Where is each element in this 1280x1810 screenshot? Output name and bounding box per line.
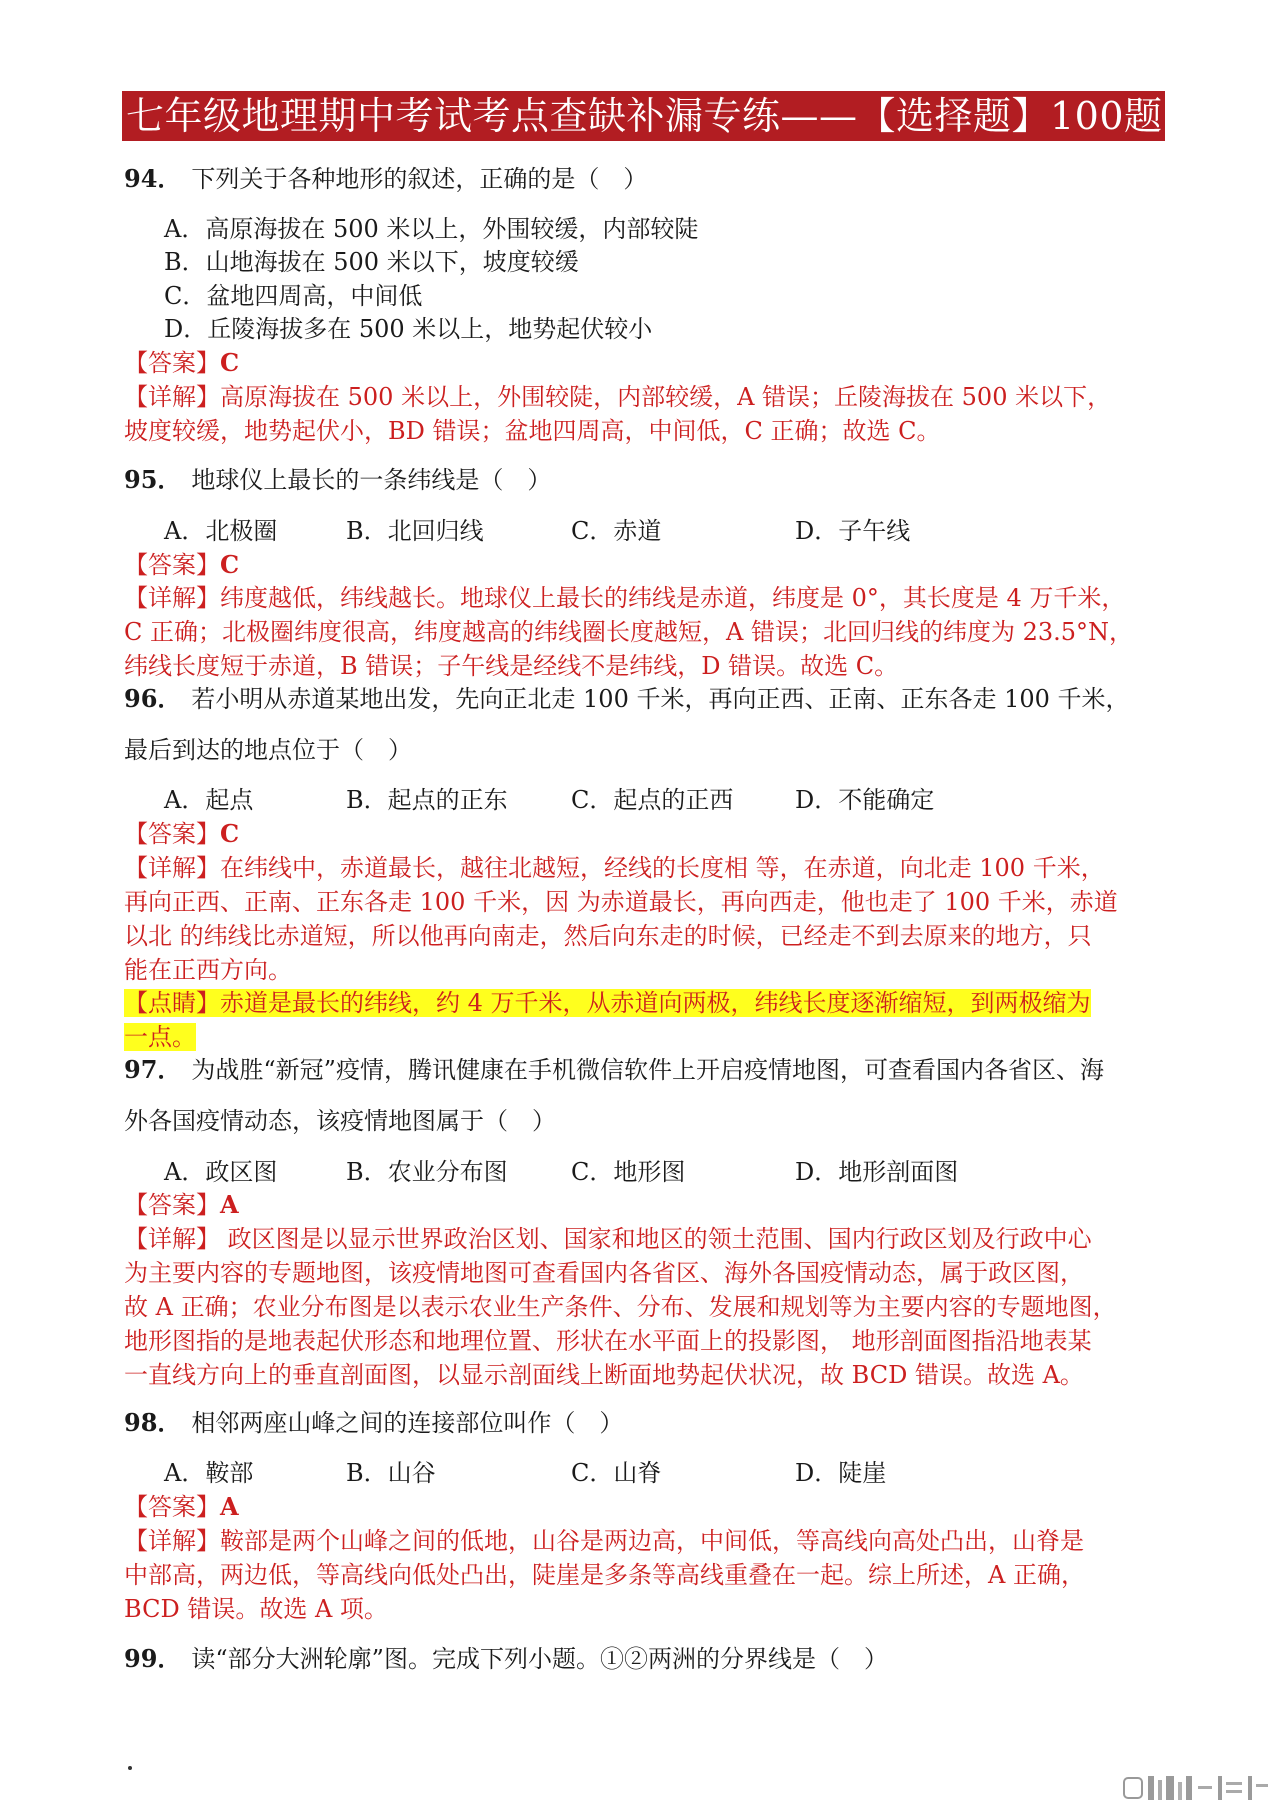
question-94 <box>124 162 1169 196</box>
detail-tag: 【详解】 <box>124 383 220 411</box>
detail-line <box>124 1222 1169 1256</box>
detail-line <box>124 851 1169 885</box>
detail-line: 以北 的纬线比赤道短，所以他再向南走，然后向东走的时候，已经走不到去原来的地方，只 <box>124 922 1092 950</box>
detail-96 <box>124 851 1169 987</box>
detail-94 <box>124 380 1169 448</box>
question-98 <box>124 1406 1169 1440</box>
option-c: C．地形图 <box>571 1158 686 1186</box>
option-d: D．丘陵海拔多在 500 米以上，地势起伏较小 <box>164 315 653 343</box>
option-c: C．起点的正西 <box>571 786 734 814</box>
option-d: D．不能确定 <box>795 786 935 814</box>
option-b: B．农业分布图 <box>346 1158 508 1186</box>
question-stem: 地球仪上最长的一条纬线是（ ） <box>191 466 552 494</box>
detail-tag: 【详解】 <box>124 584 220 612</box>
question-96 <box>124 682 1169 716</box>
detail-tag: 【详解】 <box>124 1527 220 1555</box>
tip-line <box>124 1020 1169 1054</box>
detail-line: 中部高，两边低，等高线向低处凸出，陡崖是多条等高线重叠在一起。综上所述，A 正确， <box>124 1561 1085 1589</box>
answer-94 <box>124 346 1169 380</box>
question-stem-line: 为战胜“新冠”疫情，腾讯健康在手机微信软件上开启疫情地图，可查看国内各省区、海 <box>191 1056 1104 1084</box>
answer-value: C <box>220 819 240 848</box>
tip-tag: 【点睛】 <box>124 989 220 1017</box>
detail-line: BCD 错误。故选 A 项。 <box>124 1595 388 1623</box>
tip-96 <box>124 986 1169 1054</box>
answer-value: A <box>220 1190 239 1219</box>
answer-97 <box>124 1188 1169 1222</box>
option-d: D．陡崖 <box>795 1459 887 1487</box>
question-95 <box>124 463 1169 497</box>
question-number: 94． <box>124 164 182 193</box>
answer-98 <box>124 1490 1169 1524</box>
detail-line: C 正确；北极圈纬度很高，纬度越高的纬线圈长度越短，A 错误；北回归线的纬度为 23.5°N， <box>124 618 1134 646</box>
detail-line: 坡度较缓，地势起伏小，BD 错误；盆地四周高，中间低，C 正确；故选 C。 <box>124 417 941 445</box>
option-a: A．起点 <box>164 786 254 814</box>
question-number: 96． <box>124 684 182 713</box>
answer-tag: 【答案】 <box>124 349 220 377</box>
option-b: B．山地海拔在 500 米以下，坡度较缓 <box>164 248 579 276</box>
option-a: A．北极圈 <box>164 517 278 545</box>
question-96-line-2: 最后到达的地点位于（ ） <box>124 736 412 764</box>
detail-line <box>124 1524 1169 1558</box>
option-c: C．盆地四周高，中间低 <box>164 282 423 310</box>
option-c: C．山脊 <box>571 1459 662 1487</box>
answer-96 <box>124 817 1169 851</box>
question-stem: 读“部分大洲轮廓”图。完成下列小题。①②两洲的分界线是（ ） <box>191 1645 888 1673</box>
detail-text: 高原海拔在 500 米以上，外围较陡，内部较缓，A 错误；丘陵海拔在 500 米以下， <box>220 383 1112 411</box>
tip-highlight: 一点。 <box>124 1023 196 1051</box>
option-d: D．子午线 <box>795 517 911 545</box>
detail-line: 纬线长度短于赤道，B 错误；子午线是经线不是纬线，D 错误。故选 C。 <box>124 652 899 680</box>
tip-line <box>124 986 1169 1020</box>
answer-tag: 【答案】 <box>124 1191 220 1219</box>
question-99 <box>124 1642 1169 1676</box>
detail-line: 故 A 正确；农业分布图是以表示农业生产条件、分布、发展和规划等为主要内容的专题地图， <box>124 1293 1117 1321</box>
option-a: A．政区图 <box>164 1158 278 1186</box>
option-a: A．高原海拔在 500 米以上，外围较缓，内部较陡 <box>164 215 699 243</box>
option-a: A．鞍部 <box>164 1459 254 1487</box>
question-number: 99． <box>124 1644 182 1673</box>
answer-value: C <box>220 348 240 377</box>
answer-value: A <box>220 1492 239 1521</box>
watermark-icon <box>1122 1774 1272 1802</box>
detail-line: 一直线方向上的垂直剖面图，以显示剖面线上断面地势起伏状况，故 BCD 错误。故选 A。 <box>124 1361 1084 1389</box>
answer-tag: 【答案】 <box>124 1493 220 1521</box>
detail-tag: 【详解】 <box>124 854 220 882</box>
detail-98 <box>124 1524 1169 1626</box>
detail-95 <box>124 581 1169 683</box>
option-b: B．北回归线 <box>346 517 484 545</box>
detail-tag: 【详解】 <box>124 1225 220 1253</box>
answer-tag: 【答案】 <box>124 551 220 579</box>
detail-line: 为主要内容的专题地图，该疫情地图可查看国内各省区、海外各国疫情动态，属于政区图， <box>124 1259 1084 1287</box>
detail-text: 纬度越低，纬线越长。地球仪上最长的纬线是赤道，纬度是 0°，其长度是 4 万千米， <box>220 584 1126 612</box>
detail-line: 再向正西、正南、正东各走 100 千米，因 为赤道最长，再向西走，他也走了 100 千米，赤道 <box>124 888 1118 916</box>
detail-line <box>124 581 1169 615</box>
detail-line: 能在正西方向。 <box>124 956 292 984</box>
option-d: D．地形剖面图 <box>795 1158 959 1186</box>
detail-text: 在纬线中，赤道最长，越往北越短，经线的长度相 等，在赤道，向北走 100 千米， <box>220 854 1105 882</box>
detail-text: 鞍部是两个山峰之间的低地，山谷是两边高，中间低，等高线向高处凸出，山脊是 <box>220 1527 1084 1555</box>
question-number: 95． <box>124 465 182 494</box>
detail-line <box>124 380 1169 414</box>
question-stem-line: 若小明从赤道某地出发，先向正北走 100 千米，再向正西、正南、正东各走 100 千米， <box>191 685 1130 713</box>
answer-value: C <box>220 550 240 579</box>
answer-tag: 【答案】 <box>124 820 220 848</box>
detail-line: 地形图指的是地表起伏形态和地理位置、形状在水平面上的投影图， 地形剖面图指沿地表某 <box>124 1327 1092 1355</box>
question-number: 97． <box>124 1055 182 1084</box>
detail-97 <box>124 1222 1169 1392</box>
question-number: 98． <box>124 1408 182 1437</box>
question-stem: 相邻两座山峰之间的连接部位叫作（ ） <box>191 1409 624 1437</box>
question-97 <box>124 1053 1169 1087</box>
question-97-line-2: 外各国疫情动态，该疫情地图属于（ ） <box>124 1107 556 1135</box>
option-b: B．起点的正东 <box>346 786 508 814</box>
page-dot <box>128 1766 132 1770</box>
option-b: B．山谷 <box>346 1459 436 1487</box>
option-c: C．赤道 <box>571 517 662 545</box>
page-title: 七年级地理期中考试考点查缺补漏专练——【选择题】100题 <box>122 91 1165 141</box>
tip-highlight <box>124 989 1091 1017</box>
tip-text: 赤道是最长的纬线，约 4 万千米，从赤道向两极，纬线长度逐渐缩短，到两极缩为 <box>220 989 1091 1017</box>
question-stem: 下列关于各种地形的叙述，正确的是（ ） <box>191 165 648 193</box>
detail-text: 政区图是以显示世界政治区划、国家和地区的领土范围、国内行政区划及行政中心 <box>220 1225 1092 1253</box>
answer-95 <box>124 548 1169 582</box>
